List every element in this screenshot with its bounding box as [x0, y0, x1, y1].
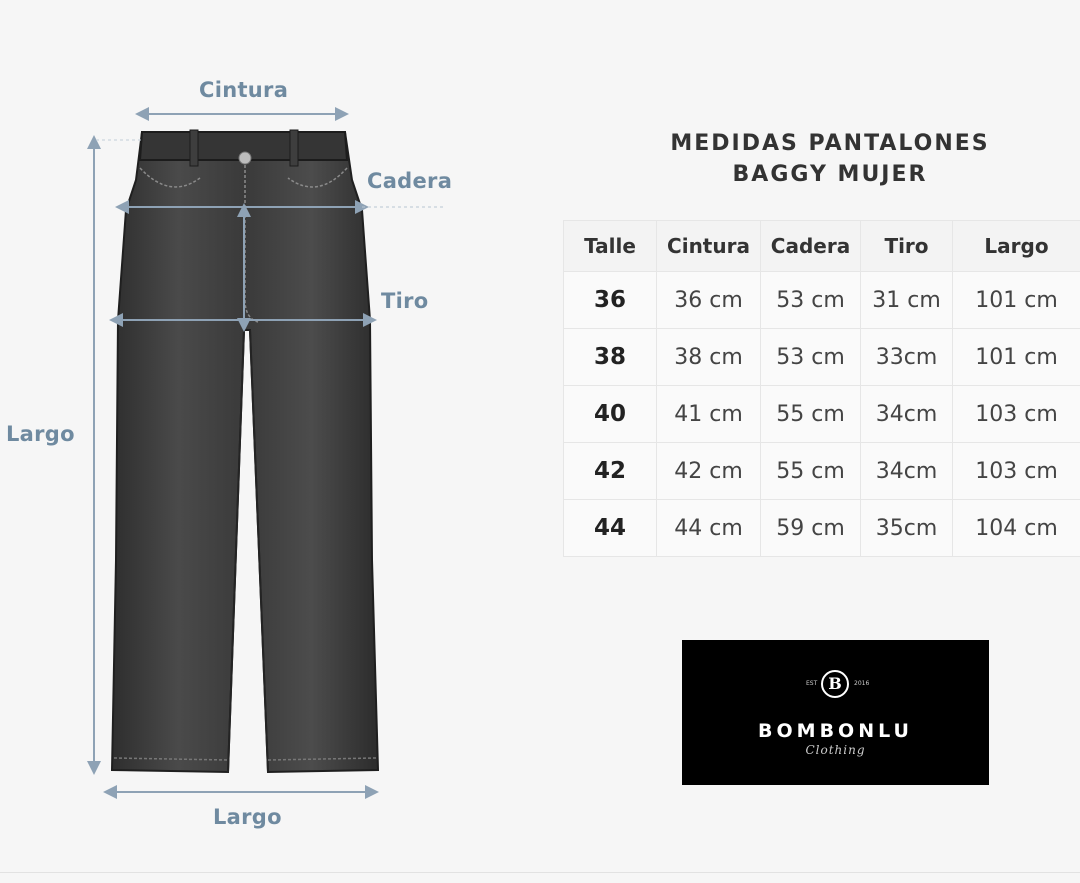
table-row — [564, 500, 1080, 557]
cell-talle: 38 — [564, 329, 657, 386]
page-title — [580, 128, 1080, 190]
cell-cadera: 59 cm — [761, 500, 861, 557]
logo-year: 2016 — [854, 680, 869, 687]
jeans-diagram — [0, 0, 520, 878]
label-tiro: Tiro — [381, 289, 429, 313]
bottom-divider — [0, 872, 1080, 873]
cell-talle: 36 — [564, 272, 657, 329]
cell-largo: 104 cm — [953, 500, 1080, 557]
cell-tiro: 34cm — [861, 386, 953, 443]
cell-cintura: 41 cm — [657, 386, 761, 443]
logo-mark-icon — [821, 670, 849, 698]
cell-talle: 44 — [564, 500, 657, 557]
cell-largo: 103 cm — [953, 386, 1080, 443]
cell-tiro: 34cm — [861, 443, 953, 500]
logo-tagline: Clothing — [682, 743, 989, 757]
cell-talle: 40 — [564, 386, 657, 443]
cell-cadera: 53 cm — [761, 329, 861, 386]
label-largo-bottom: Largo — [213, 805, 282, 829]
label-cadera: Cadera — [367, 169, 452, 193]
jeans-illustration — [0, 0, 520, 878]
cell-cintura: 36 cm — [657, 272, 761, 329]
logo-est: EST — [806, 680, 817, 687]
brand-logo — [682, 640, 989, 785]
header-cintura: Cintura — [657, 221, 761, 272]
cell-tiro: 31 cm — [861, 272, 953, 329]
cell-cintura: 44 cm — [657, 500, 761, 557]
title-line-1: MEDIDAS PANTALONES — [580, 128, 1080, 159]
header-largo: Largo — [953, 221, 1080, 272]
cell-cadera: 53 cm — [761, 272, 861, 329]
header-talle: Talle — [564, 221, 657, 272]
table-row — [564, 443, 1080, 500]
table-header-row — [564, 221, 1080, 272]
logo-name: BOMBONLU — [682, 720, 989, 742]
cell-talle: 42 — [564, 443, 657, 500]
cell-largo: 101 cm — [953, 272, 1080, 329]
cell-cadera: 55 cm — [761, 386, 861, 443]
cell-largo: 103 cm — [953, 443, 1080, 500]
title-line-2: BAGGY MUJER — [580, 159, 1080, 190]
cell-cintura: 38 cm — [657, 329, 761, 386]
cell-cadera: 55 cm — [761, 443, 861, 500]
size-table — [563, 220, 1080, 557]
label-cintura: Cintura — [199, 78, 288, 102]
label-largo-side: Largo — [6, 422, 75, 446]
table-row — [564, 386, 1080, 443]
cell-tiro: 33cm — [861, 329, 953, 386]
table-row — [564, 272, 1080, 329]
logo-mark-letter: B — [823, 672, 847, 696]
cell-cintura: 42 cm — [657, 443, 761, 500]
header-cadera: Cadera — [761, 221, 861, 272]
cell-largo: 101 cm — [953, 329, 1080, 386]
cell-tiro: 35cm — [861, 500, 953, 557]
table-row — [564, 329, 1080, 386]
header-tiro: Tiro — [861, 221, 953, 272]
